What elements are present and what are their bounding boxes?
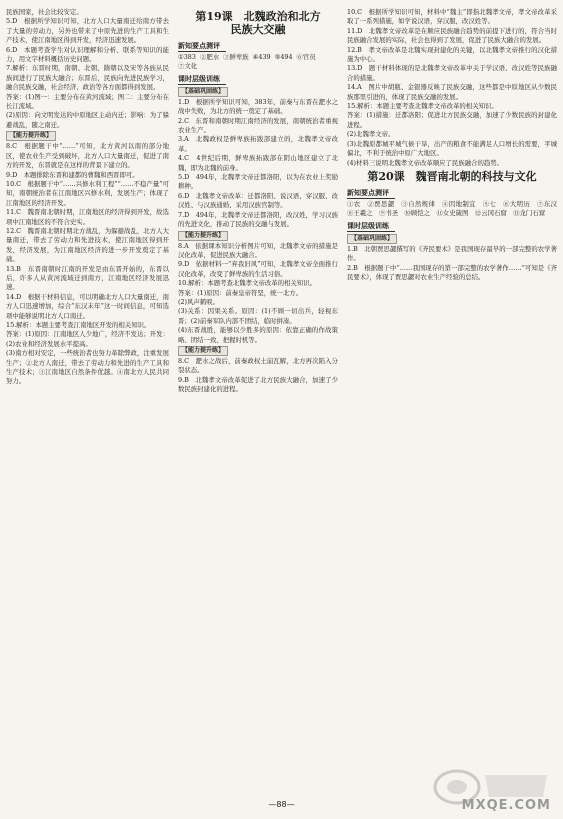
lesson-title-line1: 第19课 北魏政治和北方 (195, 10, 321, 23)
text-line: (2)原因：向文明发达的中原地区主动内迁；影响：为了躲避战乱，随之南迁。 (6, 111, 169, 129)
text-line: 答案：(1)图一：主要分布在黄河流域；图二：主要分布在长江流域。 (6, 92, 169, 111)
text-line: 11.D 北魏孝文帝改革是在顺应民族融合趋势的前提下进行的，符合当时民族融合发展的实际，社会也得到了发展，促进了民族大融合的发展。 (347, 26, 557, 45)
knowledge-answers: ①农 ②贾思勰 ③自然规律 ④因地制宜 ⑤七 ⑥大明历 ⑦东汉 ⑧王羲之 ⑨书圣 ⑩顾恺之 ⑪女史箴图 ⑫云冈石窟 ⑬龙门石窟 (347, 199, 563, 218)
text-line: 8.A 依据课本知识分析图片可知，北魏孝文帝的措施是汉化改革，促进民族大融合。 (178, 241, 338, 259)
text-line: 2.C 东晋和南朝时期江南经济的发展，南朝统治者重视农业生产。 (178, 116, 338, 135)
text-line: 6.D 本题考查学生对认识理解和分析、联系等知识的能力，用文字材料概括历史问题。 (6, 45, 169, 64)
text-line: 8.C 根据题干中“……”可知，北方黄河以南的部分地区，使农业生产受到破坏，北方人口大量南迁，促进了南方的开发，东晋就是在这样的背景下建立的。 (6, 142, 169, 170)
section-tag: 【基础巩固练】 (347, 234, 397, 244)
page-number: —88— (268, 800, 295, 809)
text-line: 答案：(1)原因：江南地区人少地广，经济不发达；开发：(2)农业和经济发展水平提高。 (6, 330, 169, 348)
text-line: 12.B 孝文帝改革是北魏实现封建化的关键，以北魏孝文帝推行的汉化措施为中心。 (347, 45, 557, 64)
text-line: 民族国家，社会比较安定。 (6, 8, 83, 16)
knowledge-answer: ④439 (252, 53, 271, 61)
knowledge-answer-grid (178, 53, 338, 72)
text-line: 1.B 北朝贾思勰撰写的《齐民要术》是我国现存最早的一部完整的农学著作。 (347, 244, 557, 263)
section-tag: 【能力提升练】 (178, 231, 228, 241)
text-line: 15.解析：本题主要考查江南地区开发的相关知识。 (6, 321, 151, 329)
text-line: 6.D 北魏孝文帝改革：迁都洛阳、说汉语、穿汉服、改汉姓、与汉族通婚、采用汉族官制等。 (178, 191, 338, 210)
text-line: (4)东晋战胜，能够以少胜多的原因：依靠正确的作战策略、团结一致、把握时机等。 (178, 326, 338, 344)
section-tag: 【能力提升练】 (6, 131, 56, 141)
text-line: (2)风声鹤唳。 (178, 297, 220, 306)
text-line: 2.B 根据题干中“……我国现存的第一部完整的农学著作……”可知是《齐民要术》，体现了贾思勰对农业生产经验的总结。 (347, 263, 557, 281)
new-knowledge-heading: 新知要点测评 (178, 41, 226, 52)
knowledge-answer: ⑥官员 (296, 53, 316, 61)
text-line: 10.C 根据题干中“……兴修水利工程”“……不稳产量”可知，南朝统治者在江南地区兴修水利，发展生产；体现了江南地区的经济开发。 (6, 179, 169, 207)
text-line: 9.D 依据材料一“弃我旧风”可知，北魏孝文帝全面推行汉化改革，改变了鲜卑族的生活习俗。 (178, 260, 338, 278)
text-line: (4)材料三说明北魏孝文帝改革顺应了民族融合的趋势。 (347, 158, 504, 167)
text-line: 12.C 魏晋南北朝时期北方战乱，为躲避战乱，北方人大量南迁，带去了劳动力和先进技术，使江南地区得到开发，经济发展，为江南地区经济的进一步开发奠定了基础。 (6, 226, 169, 264)
column-left (6, 8, 169, 387)
lesson-20-title: 第20课 魏晋南北朝的科技与文化 (367, 169, 537, 183)
text-line: (2)北魏孝文帝。 (347, 130, 395, 139)
knowledge-answer: ③鲜卑族 (223, 53, 249, 61)
text-line: 答案：(1)原因：前秦皇帝符坚，统一北方。 (178, 288, 303, 297)
section-tag: 【能力提升练】 (178, 346, 228, 356)
text-line: 14.D 根据干材料信息，可以明确北方人口大量南迁，南方人口迅速增加，综合“东汉末年”这一时间信息，可知选项中能够说明北方人口南迁。 (6, 292, 169, 320)
text-line: 答案：(1)措施：迁都洛阳；促进北方民族交融，加速了少数民族的封建化进程。 (347, 111, 557, 129)
text-line: 10.C 根据所学知识可知，材料中“魏主”即指北魏孝文帝，孝文帝改革采取了一系列措施，如学说汉语，穿汉服，改汉姓等。 (347, 8, 557, 26)
column-middle (178, 8, 338, 395)
text-line: 10.解析：本题考查北魏孝文帝改革的相关知识。 (178, 279, 316, 288)
text-line: 14.A 图片中胡瓶、金银器反映了民族交融，这些都是中原地区从少数民族那里引进的，体现了民族交融的发展。 (347, 83, 557, 101)
text-line: 11.C 魏晋南北朝时期，江南地区的经济得到开发，故选项中江南地区的不符合史实。 (6, 208, 169, 226)
text-line: 1.D 根据所学知识可知，383年，前秦与东晋在淝水之战中失败，为北方的统一奠定了基础。 (178, 97, 338, 116)
column-right (347, 8, 563, 282)
lesson-title-line2: 民族大交融 (230, 23, 286, 36)
text-line: 13.B 东晋南朝时江南的开发是由东晋开始的，东晋以后，许多人从黄河流域迁到南方，江南地区经济发展迅速。 (6, 264, 169, 292)
text-line: 7.D 494年，北魏孝文帝迁都洛阳，改汉姓，学习汉族的先进文化，推动了民族的交融与发展。 (178, 210, 338, 229)
text-line: 15.解析：本题主要考查北魏孝文帝改革的相关知识。 (347, 102, 498, 111)
text-line: (3)关系：因果关系。原因：(1)不顾一切出兵，轻视东晋；(2)前秦军队内部不团结，临时拼凑。 (178, 307, 338, 325)
knowledge-answer: ①383 (178, 53, 196, 61)
text-line: 3.A 北魏政权是鲜卑族拓跋部建立的，北魏孝文帝改革。 (178, 135, 338, 153)
text-line: (3)北魏原都城平城气候干旱，出产的粮食不能满足人口增长的需要，平城偏北，不利于统治中原广大地区。 (347, 139, 557, 158)
lesson-19-title (178, 10, 338, 36)
new-knowledge-heading: 新知要点测评 (347, 188, 395, 199)
text-line: 5.D 根据所学知识可知，北方人口大量南迁给南方带去了大量的劳动力，另外也带来了中原先进的生产工具和生产技术，使江南地区得到开发，经济迅速发展。 (6, 17, 169, 45)
practice-heading: 课时层级训练 (178, 74, 226, 85)
practice-heading: 课时层级训练 (347, 221, 395, 232)
text-line: 9.B 北魏孝文帝改革促进了北方民族大融合，加速了少数民族封建化的进程。 (178, 375, 338, 394)
knowledge-answer: ⑦文化 (178, 62, 198, 71)
knowledge-answer: ②肥水 (199, 53, 220, 61)
knowledge-answer: ⑤494 (274, 53, 293, 61)
watermark-text: MXQE.COM (461, 798, 551, 813)
text-line: 8.C 淝水之战后，前秦政权土崩瓦解，北方再次陷入分裂状态。 (178, 356, 338, 375)
text-line: (3)南方相对安定，一些统治者也努力革除弊政，注重发展生产；②北方人南迁，带去了劳动力和先进的生产工具和生产技术；③江南地区自然条件优越。④南北方人民共同努力。 (6, 349, 169, 386)
text-line: 13.D 题干材料体现的是北魏孝文帝改革中关于学汉语、改汉姓等民族融合的措施。 (347, 64, 557, 82)
text-line: 5.D 494年，北魏孝文帝迁都洛阳，以为在农业上奖励耕种。 (178, 173, 338, 191)
text-line: 9.D 本题排除东晋和建都的曹魏和西晋即可。 (6, 170, 139, 179)
text-line: 4.C 4世纪后期，鲜卑族拓跋部在阴山地区建立了北魏，即为北魏的前身。 (178, 154, 338, 172)
section-tag: 【基础巩固练】 (178, 87, 228, 97)
text-line: 7.解析：东晋时期，南朝、北朝、隋朝以及宋等各族从民族间进行了民族大融合；东晋后，民族向先进民族学习，融合民族交融，社会经济、政治等各方面都得到发展。 (6, 64, 169, 92)
